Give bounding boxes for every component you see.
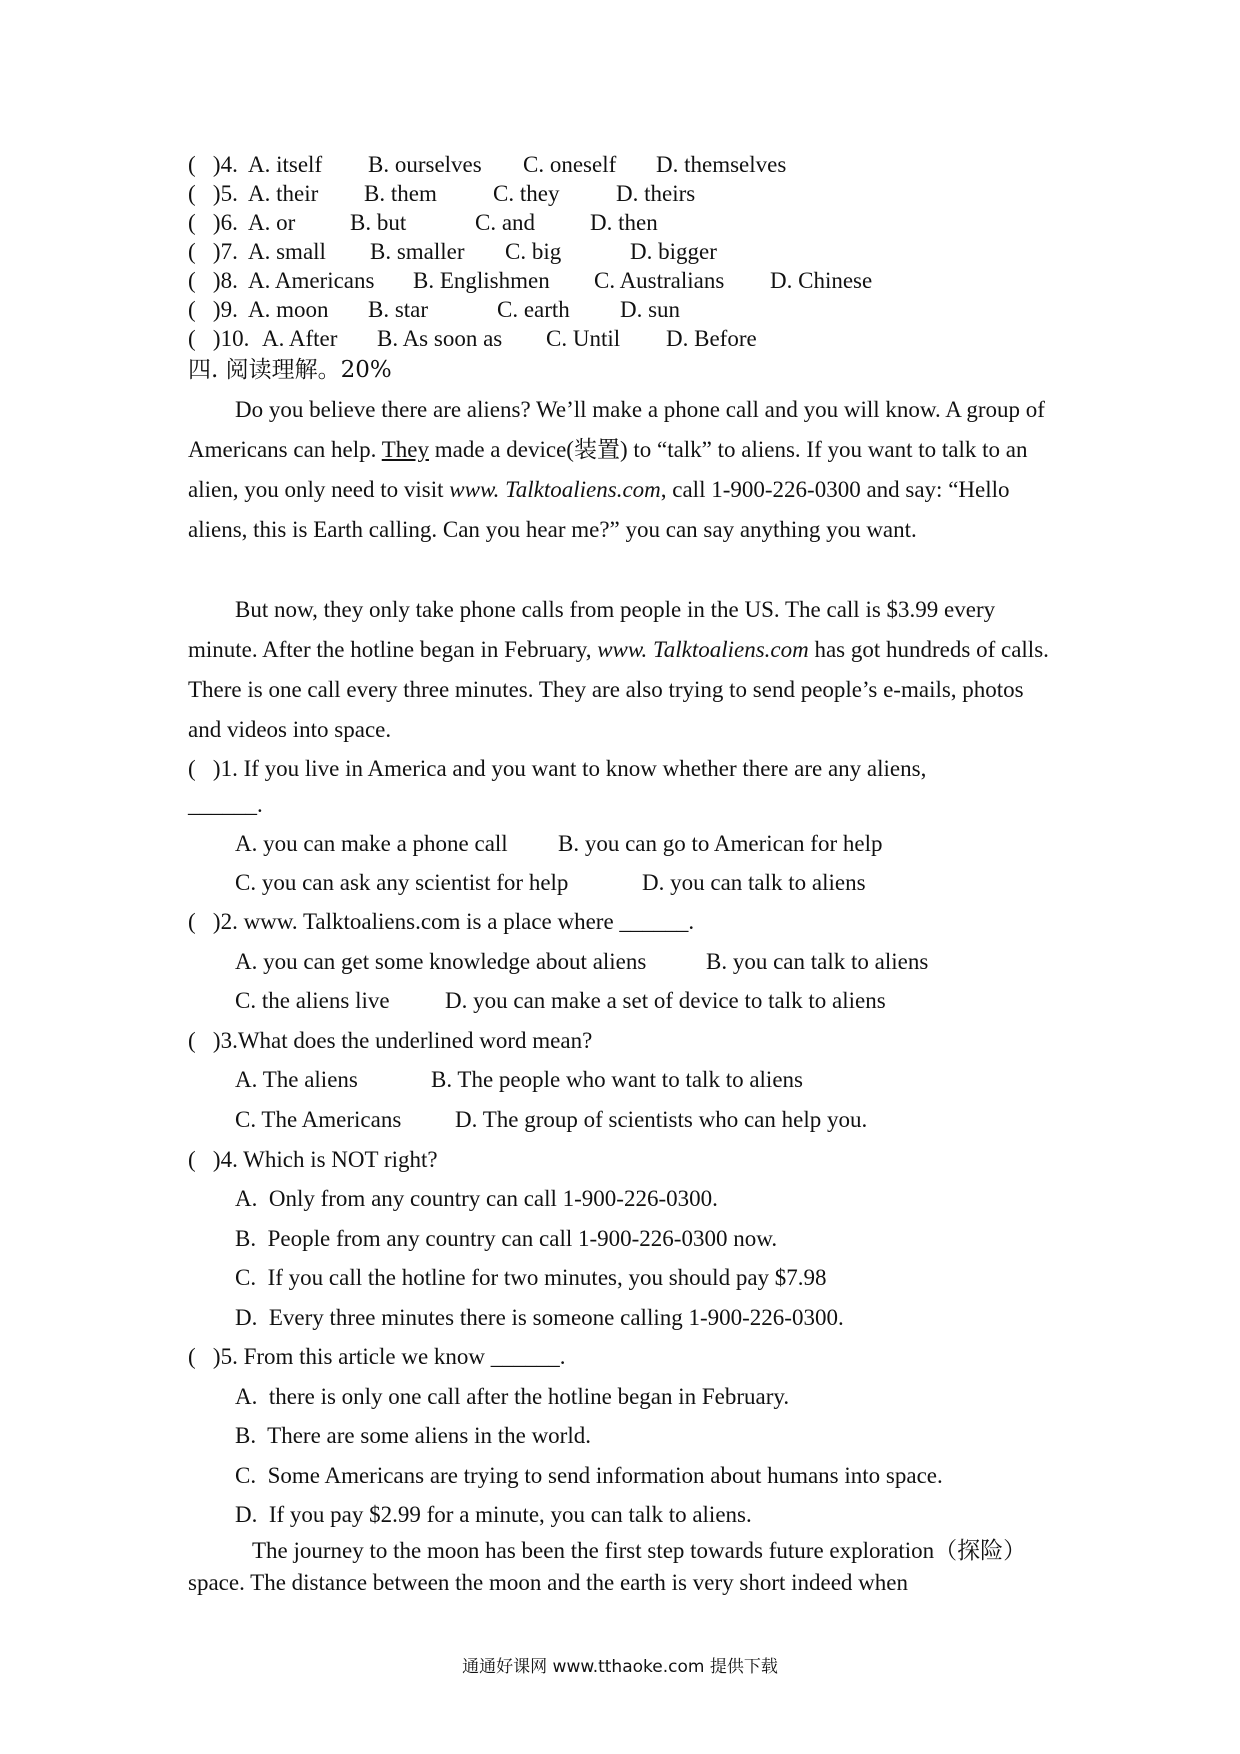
q1-option-b: B. you can go to American for help [558,831,883,856]
q1-option-d: D. you can talk to aliens [642,870,866,895]
cloze-opt-8a: A. Americans [248,268,375,293]
passage2-paragraph: The journey to the moon has been the first step towards future exploration（探险）space. The distance between the moon and the earth is very short indeed when [188,1538,1027,1595]
q4-option-c: C. If you call the hotline for two minutes, you should pay $7.98 [235,1265,827,1290]
cloze-opt-6b: B. but [350,210,407,235]
cloze-opt-6c: C. and [475,210,536,235]
passage1-text-b: made a device(装置) to “talk” to aliens. If you want to talk to an alien, you only need to visit [188,437,1028,502]
q5-option-a: A. there is only one call after the hotline began in February. [235,1384,790,1409]
q2-option-a: A. you can get some knowledge about aliens [235,949,647,974]
q3-option-a: A. The aliens [235,1067,358,1092]
cloze-opt-9c: C. earth [497,297,570,322]
passage1-paragraph2 [188,590,1058,750]
cloze-opt-8c: C. Australians [594,268,725,293]
passage1-text-d: But now, they only take phone calls from people in the US. The call is $3.99 every minute. After the hotline began in February, [188,597,996,662]
cloze-opt-5d: D. theirs [616,181,696,206]
cloze-opt-9b: B. star [368,297,429,322]
cloze-opt-10b: B. As soon as [377,326,503,351]
website-link: www. Talktoaliens.com [449,477,661,502]
q1-option-a: A. you can make a phone call [235,831,508,856]
q1-stem: ( )1. If you live in America and you want to know whether there are any aliens, [188,756,927,781]
q2-option-c: C. the aliens live [235,988,390,1013]
cloze-num-6: ( )6. [188,210,238,235]
cloze-num-9: ( )9. [188,297,238,322]
cloze-opt-7b: B. smaller [370,239,465,264]
q4-option-d: D. Every three minutes there is someone calling 1-900-226-0300. [235,1305,844,1330]
cloze-opt-6d: D. then [590,210,658,235]
cloze-opt-7a: A. small [248,239,326,264]
cloze-opt-10c: C. Until [546,326,621,351]
cloze-opt-10a: A. After [262,326,338,351]
q3-option-b: B. The people who want to talk to aliens [431,1067,803,1092]
cloze-opt-4b: B. ourselves [368,152,482,177]
q4-option-b: B. People from any country can call 1-900-226-0300 now. [235,1226,778,1251]
q1-option-c: C. you can ask any scientist for help [235,870,569,895]
cloze-opt-7d: D. bigger [630,239,717,264]
cloze-opt-5a: A. their [248,181,319,206]
q5-stem: ( )5. From this article we know ______. [188,1344,566,1369]
cloze-num-7: ( )7. [188,239,238,264]
cloze-opt-4a: A. itself [248,152,323,177]
cloze-opt-8b: B. Englishmen [413,268,550,293]
cloze-opt-8d: D. Chinese [770,268,873,293]
cloze-opt-4c: C. oneself [523,152,617,177]
cloze-opt-4d: D. themselves [656,152,787,177]
underlined-word: They [381,437,429,462]
cloze-opt-6a: A. or [248,210,296,235]
cloze-opt-9a: A. moon [248,297,329,322]
cloze-opt-7c: C. big [505,239,562,264]
passage1-text-c: , call 1-900-226-0300 and say: “Hello aliens, this is Earth calling. Can you hear me?” you can say anything you want. [188,477,1010,542]
cloze-opt-10d: D. Before [666,326,757,351]
q5-option-d: D. If you pay $2.99 for a minute, you can talk to aliens. [235,1502,752,1527]
page-footer: 通通好课网 www.tthaoke.com 提供下载 [462,1657,778,1677]
q2-option-d: D. you can make a set of device to talk to aliens [445,988,886,1013]
cloze-opt-9d: D. sun [620,297,681,322]
cloze-num-10: ( )10. [188,326,250,351]
q3-option-c: C. The Americans [235,1107,402,1132]
cloze-num-5: ( )5. [188,181,238,206]
cloze-opt-5b: B. them [364,181,437,206]
q1-blank: ______. [188,792,263,817]
passage1-text-a: Do you believe there are aliens? We’ll make a phone call and you will know. A group of Americans can help. [188,397,1045,462]
cloze-num-8: ( )8. [188,268,238,293]
cloze-opt-5c: C. they [493,181,560,206]
q2-stem: ( )2. www. Talktoaliens.com is a place where ______. [188,909,695,934]
passage1-text-e: has got hundreds of calls. There is one call every three minutes. They are also trying to send people’s e-mails, photos and videos into space. [188,637,1049,742]
q4-stem: ( )4. Which is NOT right? [188,1147,438,1172]
cloze-num-4: ( )4. [188,152,238,177]
q3-option-d: D. The group of scientists who can help you. [455,1107,868,1132]
q2-option-b: B. you can talk to aliens [706,949,929,974]
website-link-2: www. Talktoaliens.com [597,637,809,662]
q5-option-b: B. There are some aliens in the world. [235,1423,591,1448]
q3-stem: ( )3.What does the underlined word mean? [188,1028,593,1053]
q5-option-c: C. Some Americans are trying to send information about humans into space. [235,1463,943,1488]
section-header: 四. 阅读理解。20% [188,357,392,383]
passage1-paragraph1 [188,390,1058,550]
q4-option-a: A. Only from any country can call 1-900-226-0300. [235,1186,718,1211]
